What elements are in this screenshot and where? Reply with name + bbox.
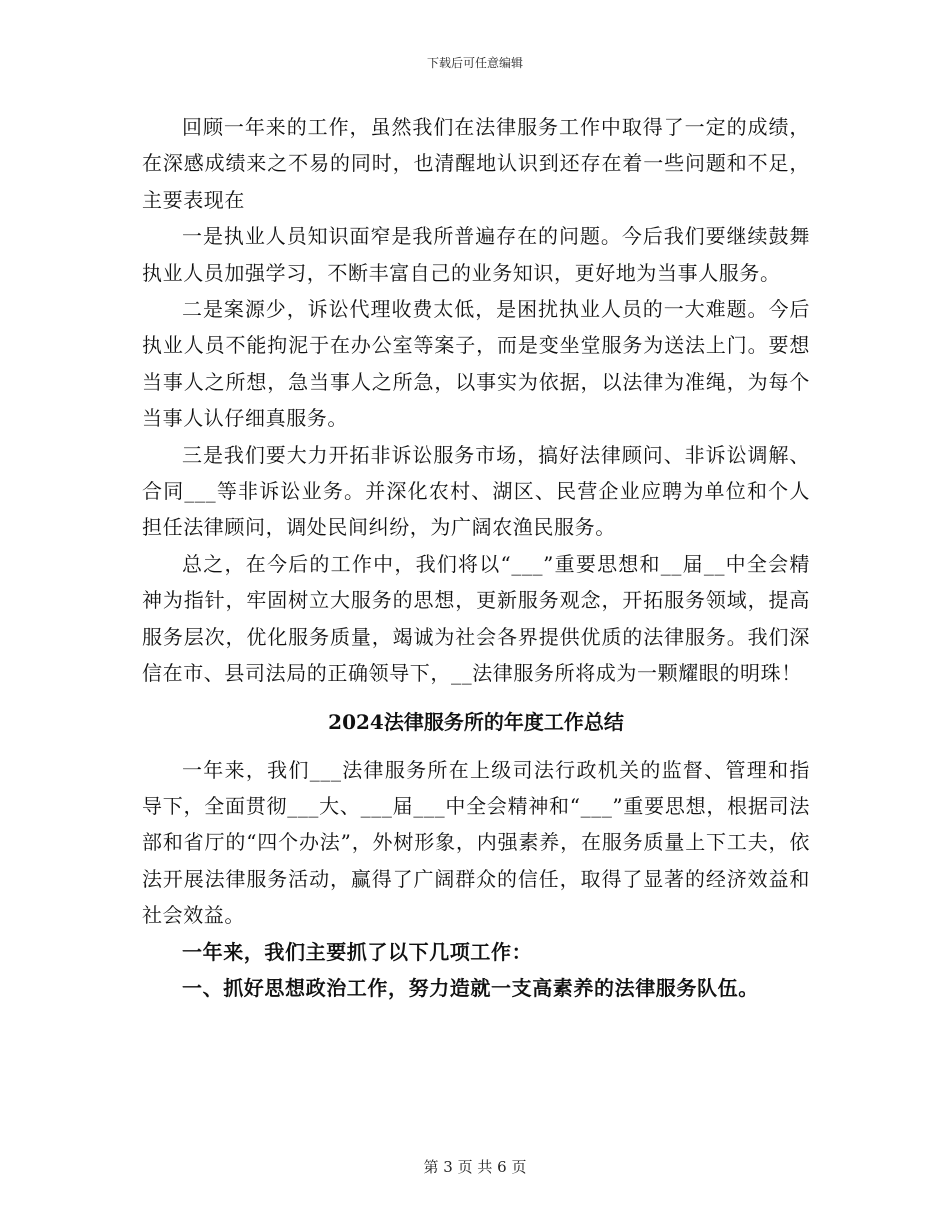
paragraph-summary-intro: 一年来，我们___法律服务所在上级司法行政机关的监督、管理和指导下，全面贯彻___大、___届___中全会精神和“___”重要思想，根据司法部和省厅的“四个办法”，外树形象，内强素养，在服务质量上下工夫，依法开展法律服务活动，赢得了广阔群众的信任，取得了显著的经济效益和社会效益。 xyxy=(142,757,810,928)
bold-line-main-work: 一年来，我们主要抓了以下几项工作： xyxy=(182,939,533,964)
paragraph-point-three: 三是我们要大力开拓非诉讼服务市场，搞好法律顾问、非诉讼调解、合同___等非诉讼业务。并深化农村、湖区、民营企业应聘为单位和个人担任法律顾问，调处民间纠纷，为广阔农渔民服务。 xyxy=(142,442,810,540)
page-number-footer: 第 3 页 共 6 页 xyxy=(423,1158,527,1176)
document-body xyxy=(142,109,810,1006)
paragraph-conclusion: 总之，在今后的工作中，我们将以“___”重要思想和__届__中全会精神为指针，牢固树立大服务的思想，更新服务观念，开拓服务领域，提高服务层次，优化服务质量，竭诚为社会各界提供优质的法律服务。我们深信在市、县司法局的正确领导下，__法律服务所将成为一颗耀眼的明珠！ xyxy=(142,551,810,686)
paragraph-point-one: 一是执业人员知识面窄是我所普遍存在的问题。今后我们要继续鼓舞执业人员加强学习，不断丰富自己的业务知识，更好地为当事人服务。 xyxy=(142,224,810,285)
bold-line-item-one: 一、抓好思想政治工作，努力造就一支高素养的法律服务队伍。 xyxy=(182,975,759,1000)
paragraph-review: 回顾一年来的工作，虽然我们在法律服务工作中取得了一定的成绩，在深感成绩来之不易的同时，也清醒地认识到还存在着一些问题和不足，主要表现在 xyxy=(142,115,810,212)
paragraph-point-two: 二是案源少，诉讼代理收费太低，是困扰执业人员的一大难题。今后执业人员不能拘泥于在办公室等案子，而是变坐堂服务为送法上门。要想当事人之所想，急当事人之所急，以事实为依据，以法律为准绳，为每个当事人认仔细真服务。 xyxy=(142,297,810,431)
page-header-note: 下载后可任意编辑 xyxy=(426,56,523,70)
section-title: 2024法律服务所的年度工作总结 xyxy=(328,709,624,734)
